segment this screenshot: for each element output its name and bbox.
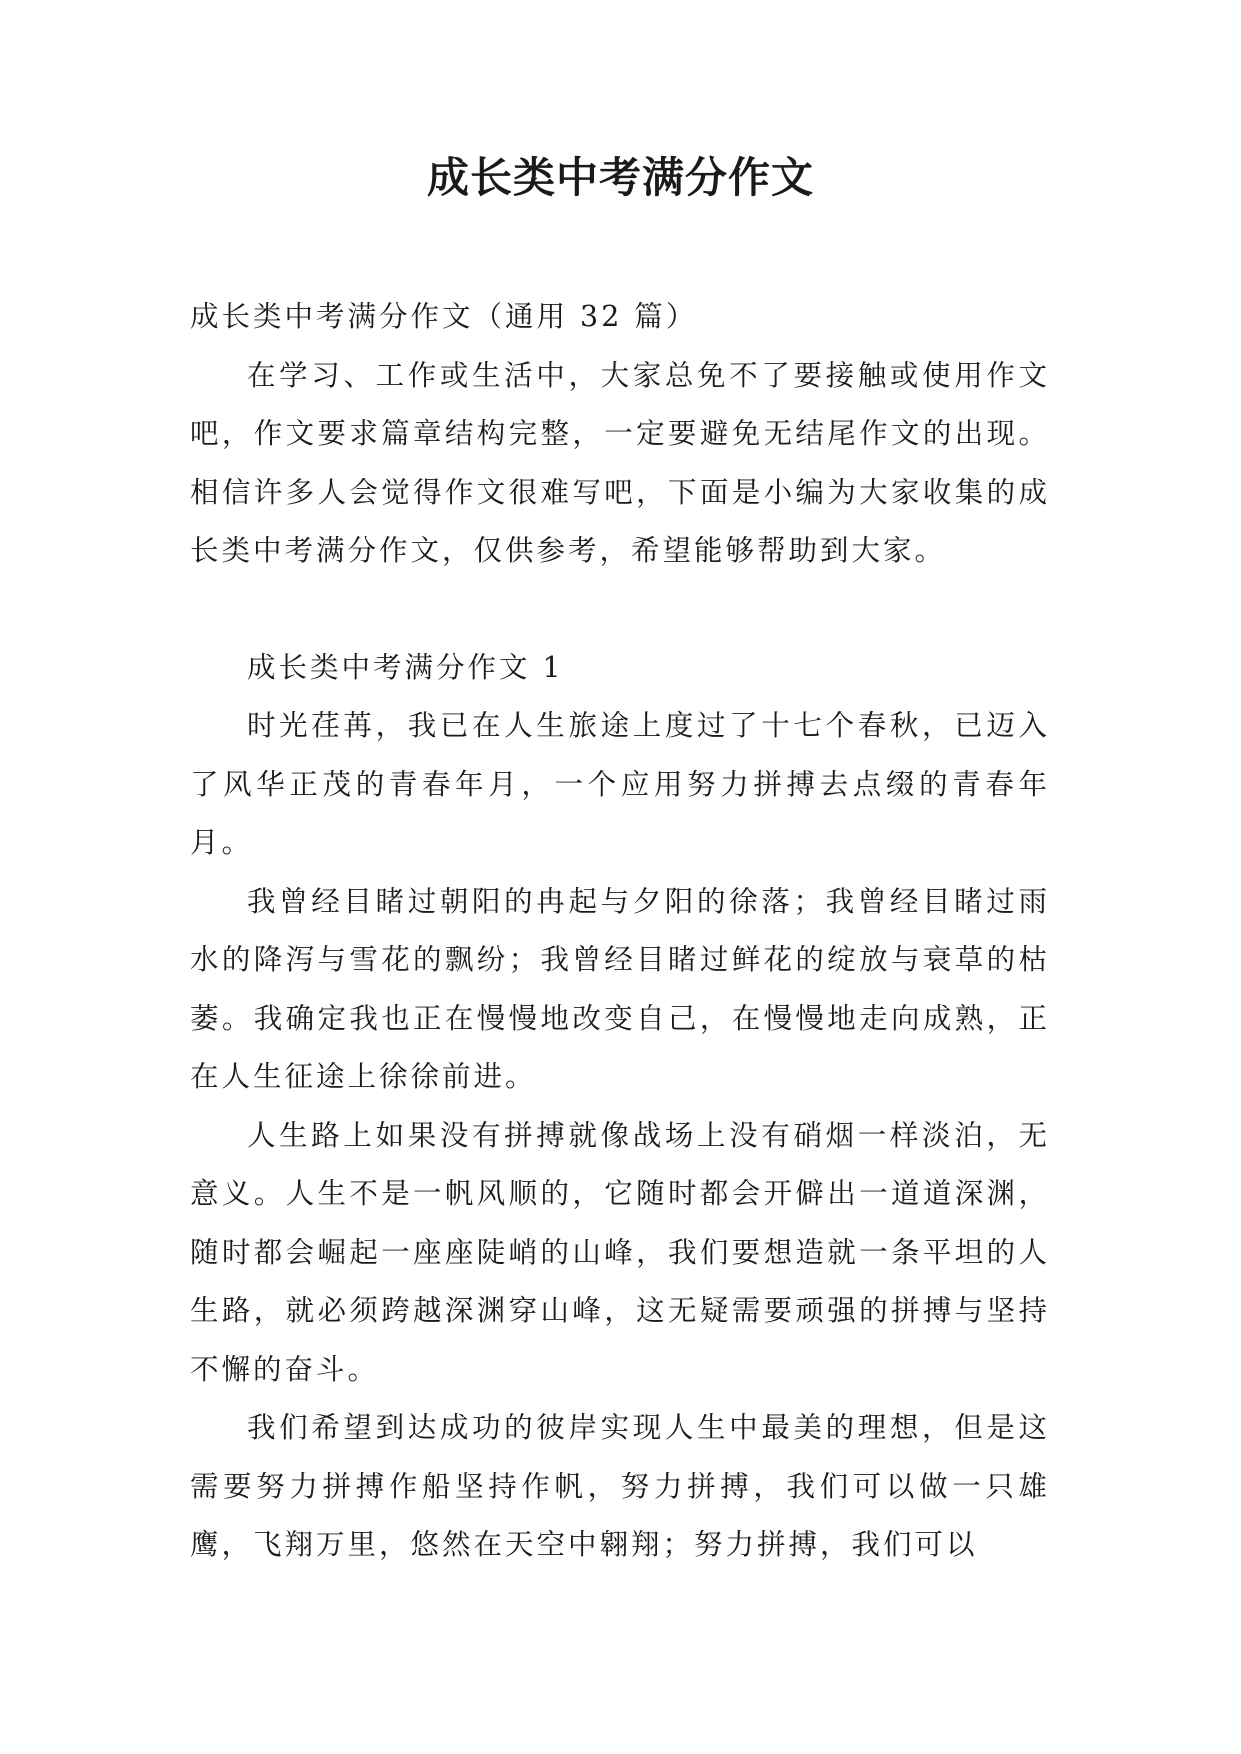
essay-paragraph-4: 我们希望到达成功的彼岸实现人生中最美的理想，但是这需要努力拼搏作船坚持作帆，努力拼搏，我们可以做一只雄鹰，飞翔万里，悠然在天空中翱翔；努力拼搏，我们可以	[190, 1411, 1050, 1561]
intro-paragraph: 在学习、工作或生活中，大家总免不了要接触或使用作文吧，作文要求篇章结构完整，一定要避免无结尾作文的出现。相信许多人会觉得作文很难写吧，下面是小编为大家收集的成长类中考满分作文，仅供参考，希望能够帮助到大家。	[190, 358, 1050, 567]
essay-paragraph-2: 我曾经目睹过朝阳的冉起与夕阳的徐落；我曾经目睹过雨水的降泻与雪花的飘纷；我曾经目睹过鲜花的绽放与衰草的枯萎。我确定我也正在慢慢地改变自己，在慢慢地走向成熟，正在人生征途上徐徐前进。	[190, 884, 1050, 1093]
essay-heading: 成长类中考满分作文 1	[247, 650, 564, 684]
essay-paragraph-3: 人生路上如果没有拼搏就像战场上没有硝烟一样淡泊，无意义。人生不是一帆风顺的，它随时都会开僻出一道道深渊，随时都会崛起一座座陡峭的山峰，我们要想造就一条平坦的人生路，就必须跨越深渊穿山峰，这无疑需要顽强的拼搏与坚持不懈的奋斗。	[190, 1118, 1050, 1386]
essay-paragraph-1: 时光荏苒，我已在人生旅途上度过了十七个春秋，已迈入了风华正茂的青春年月，一个应用努力拼搏去点缀的青春年月。	[190, 709, 1050, 859]
document-body	[190, 288, 1050, 1575]
document-subtitle: 成长类中考满分作文（通用 32 篇）	[190, 300, 698, 333]
document-title: 成长类中考满分作文	[426, 153, 814, 202]
